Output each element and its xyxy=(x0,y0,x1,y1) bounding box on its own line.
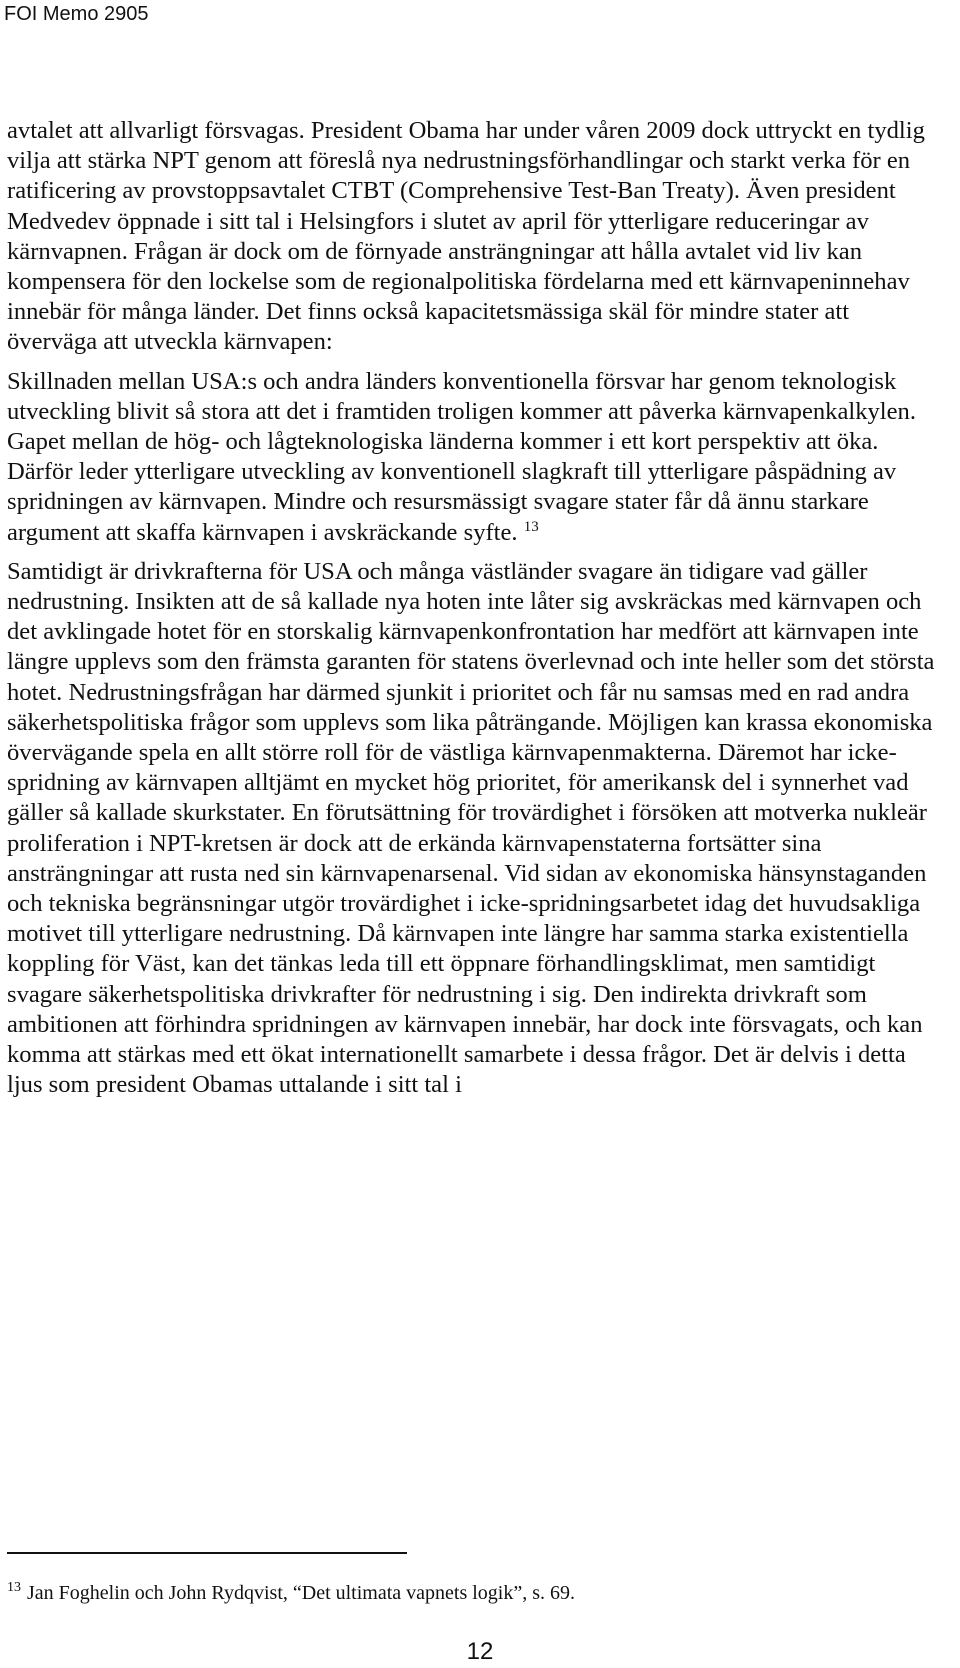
paragraph-2-text: Skillnaden mellan USA:s och andra länders konventionella försvar har genom teknologisk utveckling blivit så stora att det i framtiden troligen kommer att påverka kärnvapenkalkylen. Gapet mellan de hög- och lågteknologiska länderna kommer i ett kort perspektiv att öka. Därför leder ytterligare utveckling av konventionell slagkraft till ytterligare påspädning av spridningen av kärnvapen. Mindre och resursmässigt svagare stater får då ännu starkare argument att skaffa kärnvapen i avskräckande syfte. xyxy=(7,367,916,546)
footnote-separator xyxy=(7,1552,407,1554)
footnote-text: Jan Foghelin och John Rydqvist, “Det ultimata vapnets logik”, s. 69. xyxy=(27,1582,576,1604)
paragraph-2 xyxy=(7,367,942,548)
footnote-reference[interactable]: 13 xyxy=(523,518,539,535)
page-number: 12 xyxy=(466,1638,494,1665)
footnote-number: 13 xyxy=(7,1580,21,1595)
page-header-title: FOI Memo 2905 xyxy=(4,3,149,25)
document-body xyxy=(7,116,942,1101)
footnote xyxy=(7,1581,575,1605)
paragraph-3: Samtidigt är drivkrafterna för USA och många västländer svagare än tidigare vad gäller nedrustning. Insikten att de så kallade nya hoten inte låter sig avskräckas med kärnvapen och det avklingade hotet för en storskalig kärnvapenkonfrontation har medfört att kärnvapen inte längre upplevs som den främsta garanten för statens överlevnad och inte heller som det största hotet. Nedrustningsfrågan har därmed sjunkit i prioritet och får nu samsas med en rad andra säkerhetspolitiska frågor som upplevs som lika påträngande. Möjligen kan krassa ekonomiska övervägande spela en allt större roll för de västliga kärnvapenmakterna. Däremot har icke-spridning av kärnvapen alltjämt en mycket hög prioritet, för amerikansk del i synnerhet vad gäller så kallade skurkstater. En förutsättning för trovärdighet i försöken att motverka nukleär proliferation i NPT-kretsen är dock att de erkända kärnvapenstaterna fortsätter sina ansträngningar att rusta ned sin kärnvapenarsenal. Vid sidan av ekonomiska hänsynstaganden och tekniska begränsningar utgör trovärdighet i icke-spridningsarbetet idag det huvudsakliga motivet till ytterligare nedrustning. Då kärnvapen inte längre har samma starka existentiella koppling för Väst, kan det tänkas leda till ett öppnare förhandlingsklimat, men samtidigt svagare säkerhetspolitiska drivkrafter för nedrustning i sig. Den indirekta drivkraft som ambitionen att förhindra spridningen av kärnvapen innebär, har dock inte försvagats, och kan komma att stärkas med ett ökat internationellt samarbete i dessa frågor. Det är delvis i detta ljus som president Obamas uttalande i sitt tal i xyxy=(7,557,935,1099)
paragraph-1: avtalet att allvarligt försvagas. President Obama har under våren 2009 dock uttryckt en tydlig vilja att stärka NPT genom att föreslå nya nedrustningsförhandlingar och starkt verka för en ratificering av provstoppsavtalet CTBT (Comprehensive Test-Ban Treaty). Även president Medvedev öppnade i sitt tal i Helsingfors i slutet av april för ytterligare reduceringar av kärnvapnen. Frågan är dock om de förnyade ansträngningar att hålla avtalet vid liv kan kompensera för den lockelse som de regionalpolitiska fördelarna med ett kärnvapeninnehav innebär för många länder. Det finns också kapacitetsmässiga skäl för mindre stater att överväga att utveckla kärnvapen: xyxy=(7,117,925,356)
